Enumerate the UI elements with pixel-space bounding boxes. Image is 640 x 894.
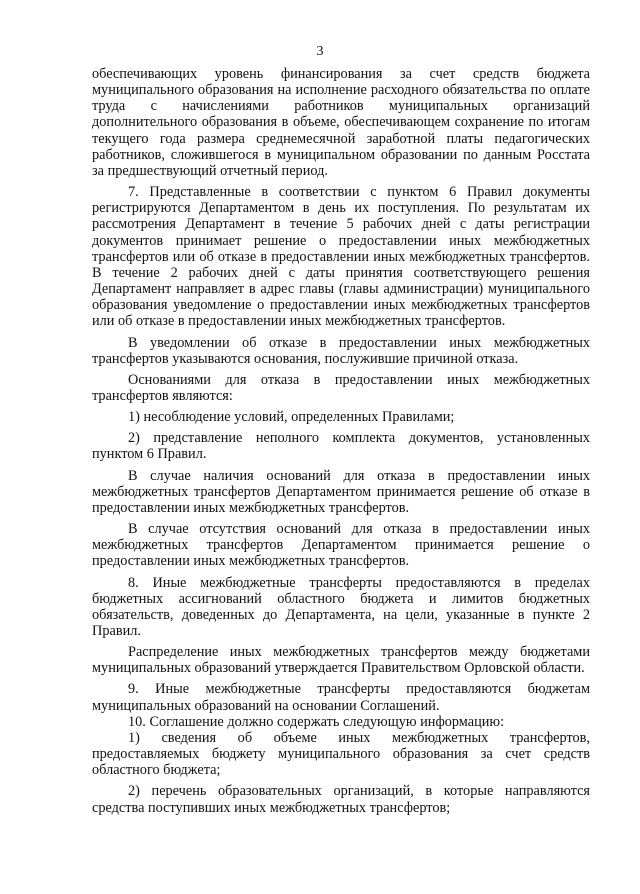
paragraph-8-budget-limits: 8. Иные межбюджетные трансферты предоставляются в пределах бюджетных ассигнований областного бюджета и лимитов бюджетных обязательств, доведенных до Департамента, на цели, указанные в пункте 2 Правил. [92,574,590,639]
paragraph-10-agreement-contents: 10. Соглашение должно содержать следующую информацию: [128,713,505,730]
paragraph-9-agreements: 9. Иные межбюджетные трансферты предоставляются бюджетам муниципальных образований на основании Соглашений. [92,681,590,714]
paragraph-refusal-notice: В уведомлении об отказе в предоставлении иных межбюджетных трансфертов указываются основания, послужившие причиной отказа. [92,334,590,367]
page-number: 3 [316,44,324,59]
paragraph-refusal-decision: В случае наличия оснований для отказа в предоставлении иных межбюджетных трансфертов Департаментом принимается решение об отказе в предоставлении иных межбюджетных трансфертов. [92,467,590,516]
list-item-refusal-1: 1) несоблюдение условий, определенных Правилами; [128,409,455,426]
paragraph-refusal-grounds: Основаниями для отказа в предоставлении иных межбюджетных трансфертов являются: [92,371,590,404]
document-body [92,66,590,816]
paragraph-funding-continuation: обеспечивающих уровень финансирования за счет средств бюджета муниципального образования на исполнение расходного обязательства по оплате труда с начислениями работников муниципальных организаций дополнительного образования в объеме, обеспечивающем сохранение по итогам текущего года размера среднемесячной заработной платы педагогических работников, сложившегося в муниципальном образовании по данным Росстата за предшествующий отчетный период. [92,66,590,179]
paragraph-7-registration: 7. Представленные в соответствии с пунктом 6 Правил документы регистрируются Департаментом в день их поступления. По результатам их рассмотрения Департамент в течение 5 рабочих дней с даты регистрации документов принимает решение о предоставлении иных межбюджетных трансфертов или об отказе в предоставлении иных межбюджетных трансфертов. В течение 2 рабочих дней с даты принятия соответствующего решения Департамент направляет в адрес главы (главы администрации) муниципального образования уведомление о предоставлении иных межбюджетных трансфертов или об отказе в предоставлении иных межбюджетных трансфертов. [92,184,590,330]
list-item-refusal-2: 2) представление неполного комплекта документов, установленных пунктом 6 Правил. [92,430,590,463]
list-item-agreement-2: 2) перечень образовательных организаций, в которые направляются средства поступивших иных межбюджетных трансфертов; [92,783,590,816]
paragraph-grant-decision: В случае отсутствия оснований для отказа в предоставлении иных межбюджетных трансфертов Департаментом принимается решение о предоставлении иных межбюджетных трансфертов. [92,521,590,570]
list-item-agreement-1: 1) сведения об объеме иных межбюджетных трансфертов, предоставляемых бюджету муниципального образования за счет средств областного бюджета; [92,729,590,779]
paragraph-distribution: Распределение иных межбюджетных трансфертов между бюджетами муниципальных образований утверждается Правительством Орловской области. [92,644,590,677]
